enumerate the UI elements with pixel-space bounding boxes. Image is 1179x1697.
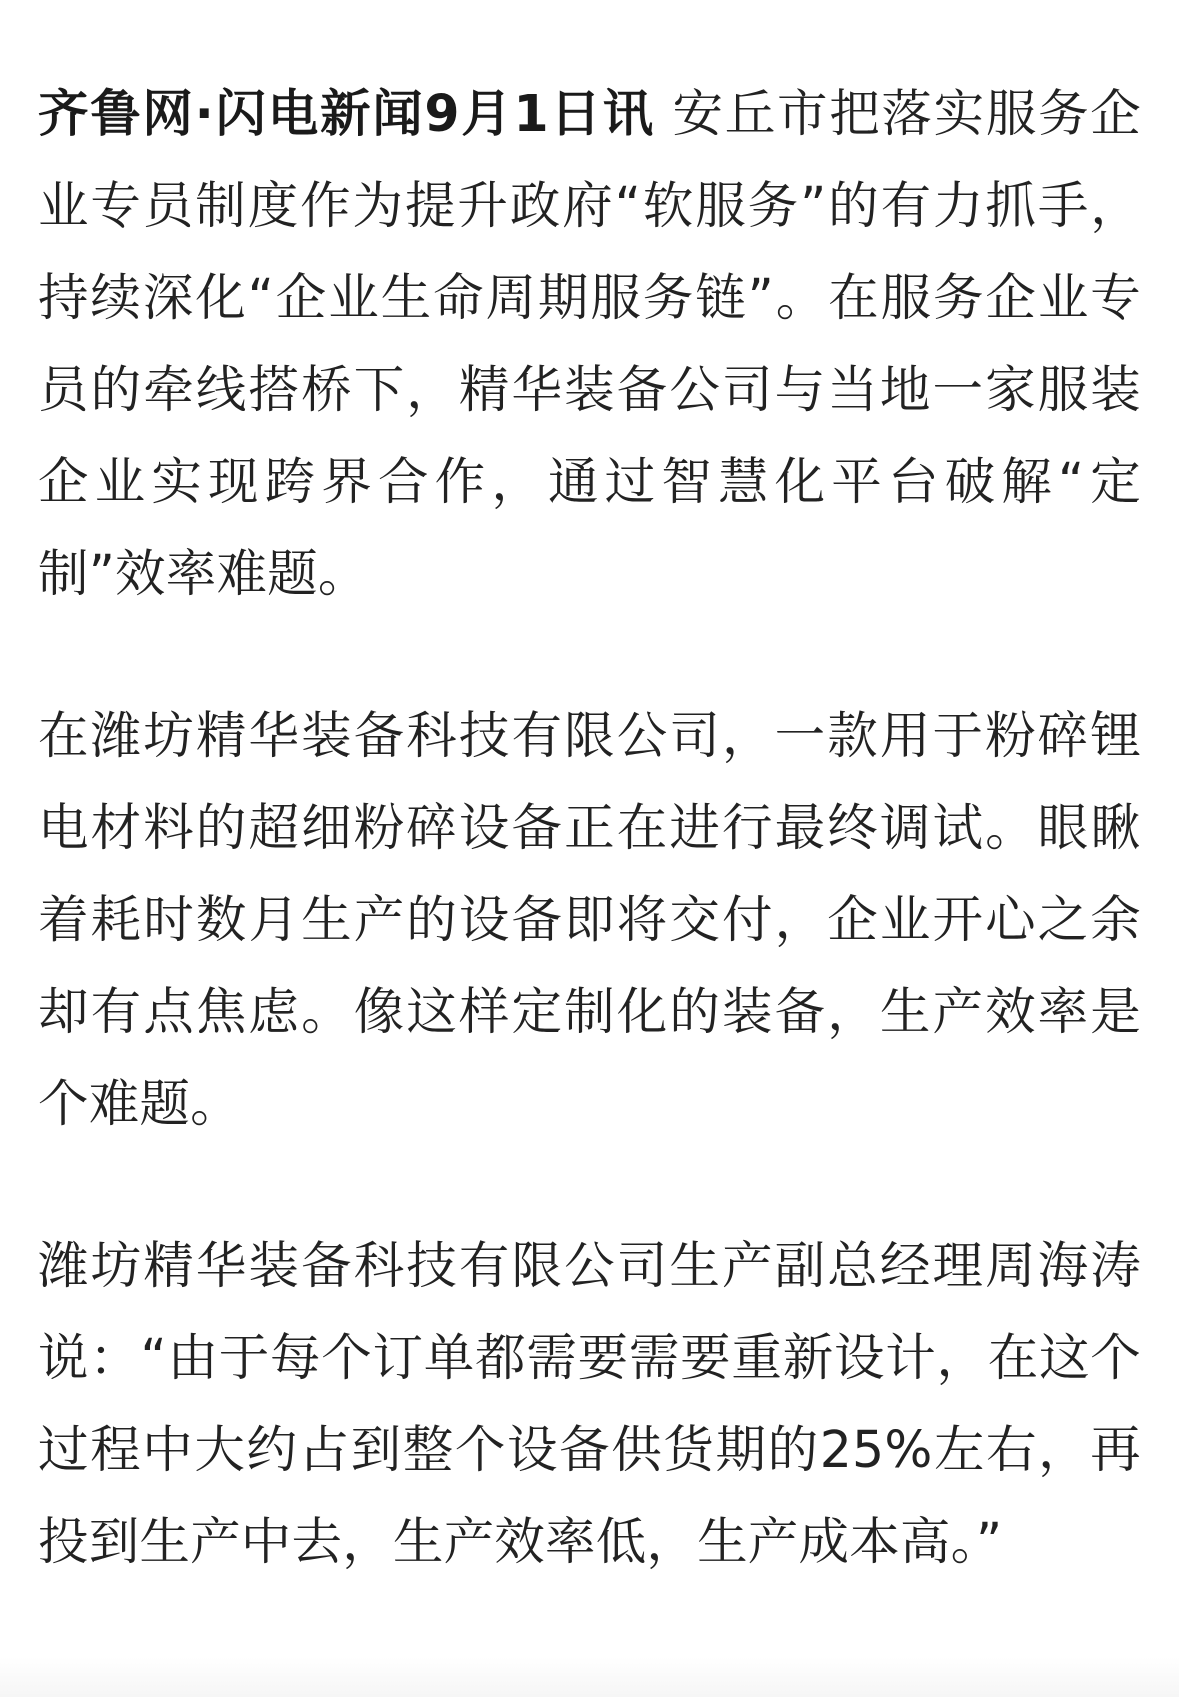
- paragraph-lead: [38, 68, 1141, 620]
- bottom-fade: [0, 1657, 1179, 1697]
- article-body: [38, 68, 1141, 1588]
- dateline: 齐鲁网·闪电新闻9月1日讯: [38, 84, 655, 143]
- paragraph-2: 在潍坊精华装备科技有限公司，一款用于粉碎锂电材料的超细粉碎设备正在进行最终调试。眼瞅着耗时数月生产的设备即将交付，企业开心之余却有点焦虑。像这样定制化的装备，生产效率是个难题。: [38, 706, 1141, 1133]
- paragraph-lead-text: 安丘市把落实服务企业专员制度作为提升政府“软服务”的有力抓手，持续深化“企业生命周期服务链”。在服务企业专员的牵线搭桥下，精华装备公司与当地一家服装企业实现跨界合作，通过智慧化平台破解“定制”效率难题。: [38, 84, 1141, 603]
- paragraph-3: 潍坊精华装备科技有限公司生产副总经理周海涛说：“由于每个订单都需要需要重新设计，在这个过程中大约占到整个设备供货期的25%左右，再投到生产中去，生产效率低，生产成本高。”: [38, 1236, 1141, 1571]
